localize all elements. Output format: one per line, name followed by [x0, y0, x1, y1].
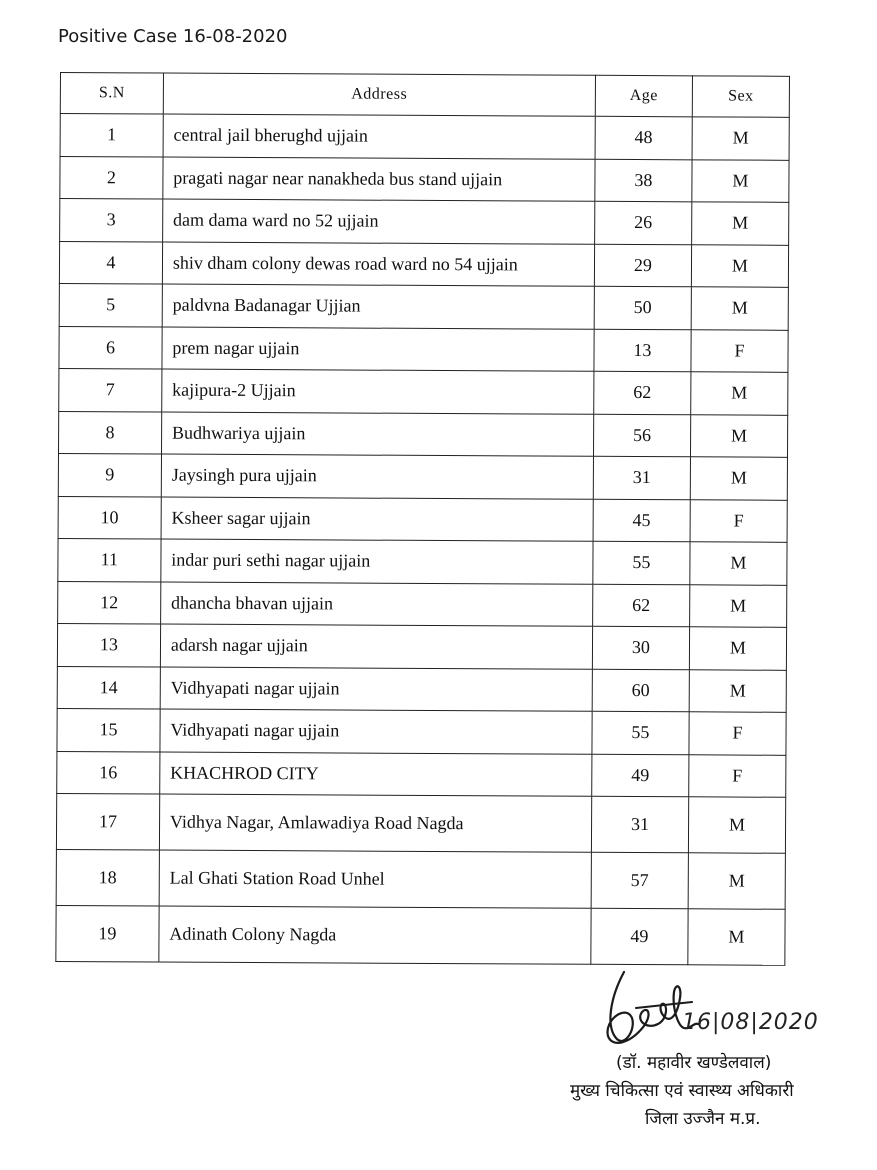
cell-age: 38 — [595, 159, 692, 202]
cell-address: pragati nagar near nanakheda bus stand ujjain — [163, 157, 595, 202]
cell-sex: M — [692, 202, 789, 245]
cell-age: 29 — [594, 244, 691, 287]
cell-age: 62 — [594, 371, 691, 414]
cell-sex: F — [690, 499, 787, 542]
cell-sex: M — [691, 372, 788, 415]
officer-district: जिला उज्जैन म.प्र. — [645, 1109, 761, 1129]
cell-sex: M — [692, 159, 789, 202]
table-row — [59, 368, 788, 414]
officer-designation: मुख्य चिकित्सा एवं स्वास्थ्य अधिकारी — [570, 1081, 794, 1101]
cell-age: 31 — [593, 456, 690, 499]
header-age: Age — [595, 75, 692, 117]
cell-age: 62 — [592, 584, 689, 627]
cell-sex: M — [690, 584, 787, 627]
cell-sn: 8 — [59, 411, 162, 454]
cell-address: Lal Ghati Station Road Unhel — [159, 850, 591, 908]
cell-age: 13 — [594, 329, 691, 372]
cell-sex: M — [688, 853, 785, 910]
cell-age: 57 — [591, 852, 688, 909]
table-row — [58, 496, 787, 542]
table-row — [60, 199, 789, 245]
cell-sex: F — [689, 712, 786, 755]
table-row — [58, 453, 787, 499]
cell-address: Vidhya Nagar, Amlawadiya Road Nagda — [159, 794, 591, 852]
cell-sn: 10 — [58, 496, 161, 539]
cell-sn: 9 — [58, 453, 161, 496]
cell-address: dhancha bhavan ujjain — [160, 582, 592, 627]
cell-age: 55 — [593, 541, 690, 584]
table-row — [56, 793, 785, 853]
cell-sn: 17 — [56, 793, 159, 850]
table-row — [60, 156, 789, 202]
cell-sn: 1 — [60, 114, 163, 157]
table-row — [59, 326, 788, 372]
cell-address: Vidhyapati nagar ujjain — [160, 709, 592, 754]
cell-age: 45 — [593, 499, 690, 542]
signature-date: 16|08|2020 — [682, 1010, 819, 1035]
cell-address: indar puri sethi nagar ujjain — [161, 539, 593, 584]
cell-sex: M — [688, 797, 785, 854]
cell-sex: M — [688, 909, 785, 966]
cell-sn: 12 — [58, 581, 161, 624]
cell-address: paldvna Badanagar Ujjian — [162, 284, 594, 329]
cell-sex: F — [689, 754, 786, 797]
table-row — [59, 241, 788, 287]
cell-sn: 18 — [56, 849, 159, 906]
cell-sn: 3 — [60, 199, 163, 242]
cell-sn: 4 — [59, 241, 162, 284]
header-address: Address — [163, 73, 595, 116]
cell-sex: M — [691, 287, 788, 330]
table-row — [58, 581, 787, 627]
cell-sn: 11 — [58, 538, 161, 581]
page-title: Positive Case 16-08-2020 — [58, 26, 288, 47]
cell-sex: M — [690, 457, 787, 500]
cell-sn: 16 — [57, 751, 160, 794]
table-row — [57, 708, 786, 754]
table-row — [57, 666, 786, 712]
cell-sex: M — [689, 669, 786, 712]
cell-address: dam dama ward no 52 ujjain — [162, 199, 594, 244]
cell-address: Adinath Colony Nagda — [159, 906, 591, 964]
cell-sex: M — [690, 542, 787, 585]
cell-sex: M — [692, 117, 789, 160]
cell-sex: M — [690, 414, 787, 457]
cell-age: 55 — [592, 711, 689, 754]
cell-address: Jaysingh pura ujjain — [161, 454, 593, 499]
cell-address: prem nagar ujjain — [162, 327, 594, 372]
cell-age: 30 — [592, 626, 689, 669]
cell-sn: 7 — [59, 368, 162, 411]
cell-address: Ksheer sagar ujjain — [161, 497, 593, 542]
table-row — [57, 623, 786, 669]
cell-age: 26 — [594, 201, 691, 244]
cell-address: KHACHROD CITY — [160, 752, 592, 797]
header-sex: Sex — [692, 76, 789, 118]
table-row — [60, 114, 789, 160]
header-sn: S.N — [60, 73, 163, 115]
cell-address: adarsh nagar ujjain — [160, 624, 592, 669]
cell-age: 50 — [594, 286, 691, 329]
cell-sn: 5 — [59, 283, 162, 326]
cell-age: 49 — [592, 754, 689, 797]
table-row — [58, 538, 787, 584]
officer-name: (डॉ. महावीर खण्डेलवाल) — [616, 1053, 772, 1073]
cell-sex: M — [691, 244, 788, 287]
cell-address: kajipura-2 Ujjain — [162, 369, 594, 414]
cell-sn: 14 — [57, 666, 160, 709]
table-row — [59, 283, 788, 329]
cell-age: 48 — [595, 116, 692, 159]
cell-age: 60 — [592, 669, 689, 712]
table-header-row — [60, 73, 789, 118]
table-row — [56, 905, 785, 965]
table-row — [56, 849, 785, 909]
cell-age: 31 — [591, 796, 688, 853]
cell-address: Vidhyapati nagar ujjain — [160, 667, 592, 712]
cell-sn: 15 — [57, 708, 160, 751]
cell-sex: M — [689, 627, 786, 670]
cell-sn: 2 — [60, 156, 163, 199]
positive-cases-table — [55, 72, 790, 966]
table-row — [57, 751, 786, 797]
cell-address: shiv dham colony dewas road ward no 54 ujjain — [162, 242, 594, 287]
cell-sn: 19 — [56, 905, 159, 962]
table-row — [59, 411, 788, 457]
cell-sex: F — [691, 329, 788, 372]
cell-address: central jail bherughd ujjain — [163, 114, 595, 159]
cell-address: Budhwariya ujjain — [161, 412, 593, 457]
cell-sn: 13 — [57, 623, 160, 666]
cell-age: 49 — [591, 908, 688, 965]
cell-age: 56 — [593, 414, 690, 457]
cell-sn: 6 — [59, 326, 162, 369]
